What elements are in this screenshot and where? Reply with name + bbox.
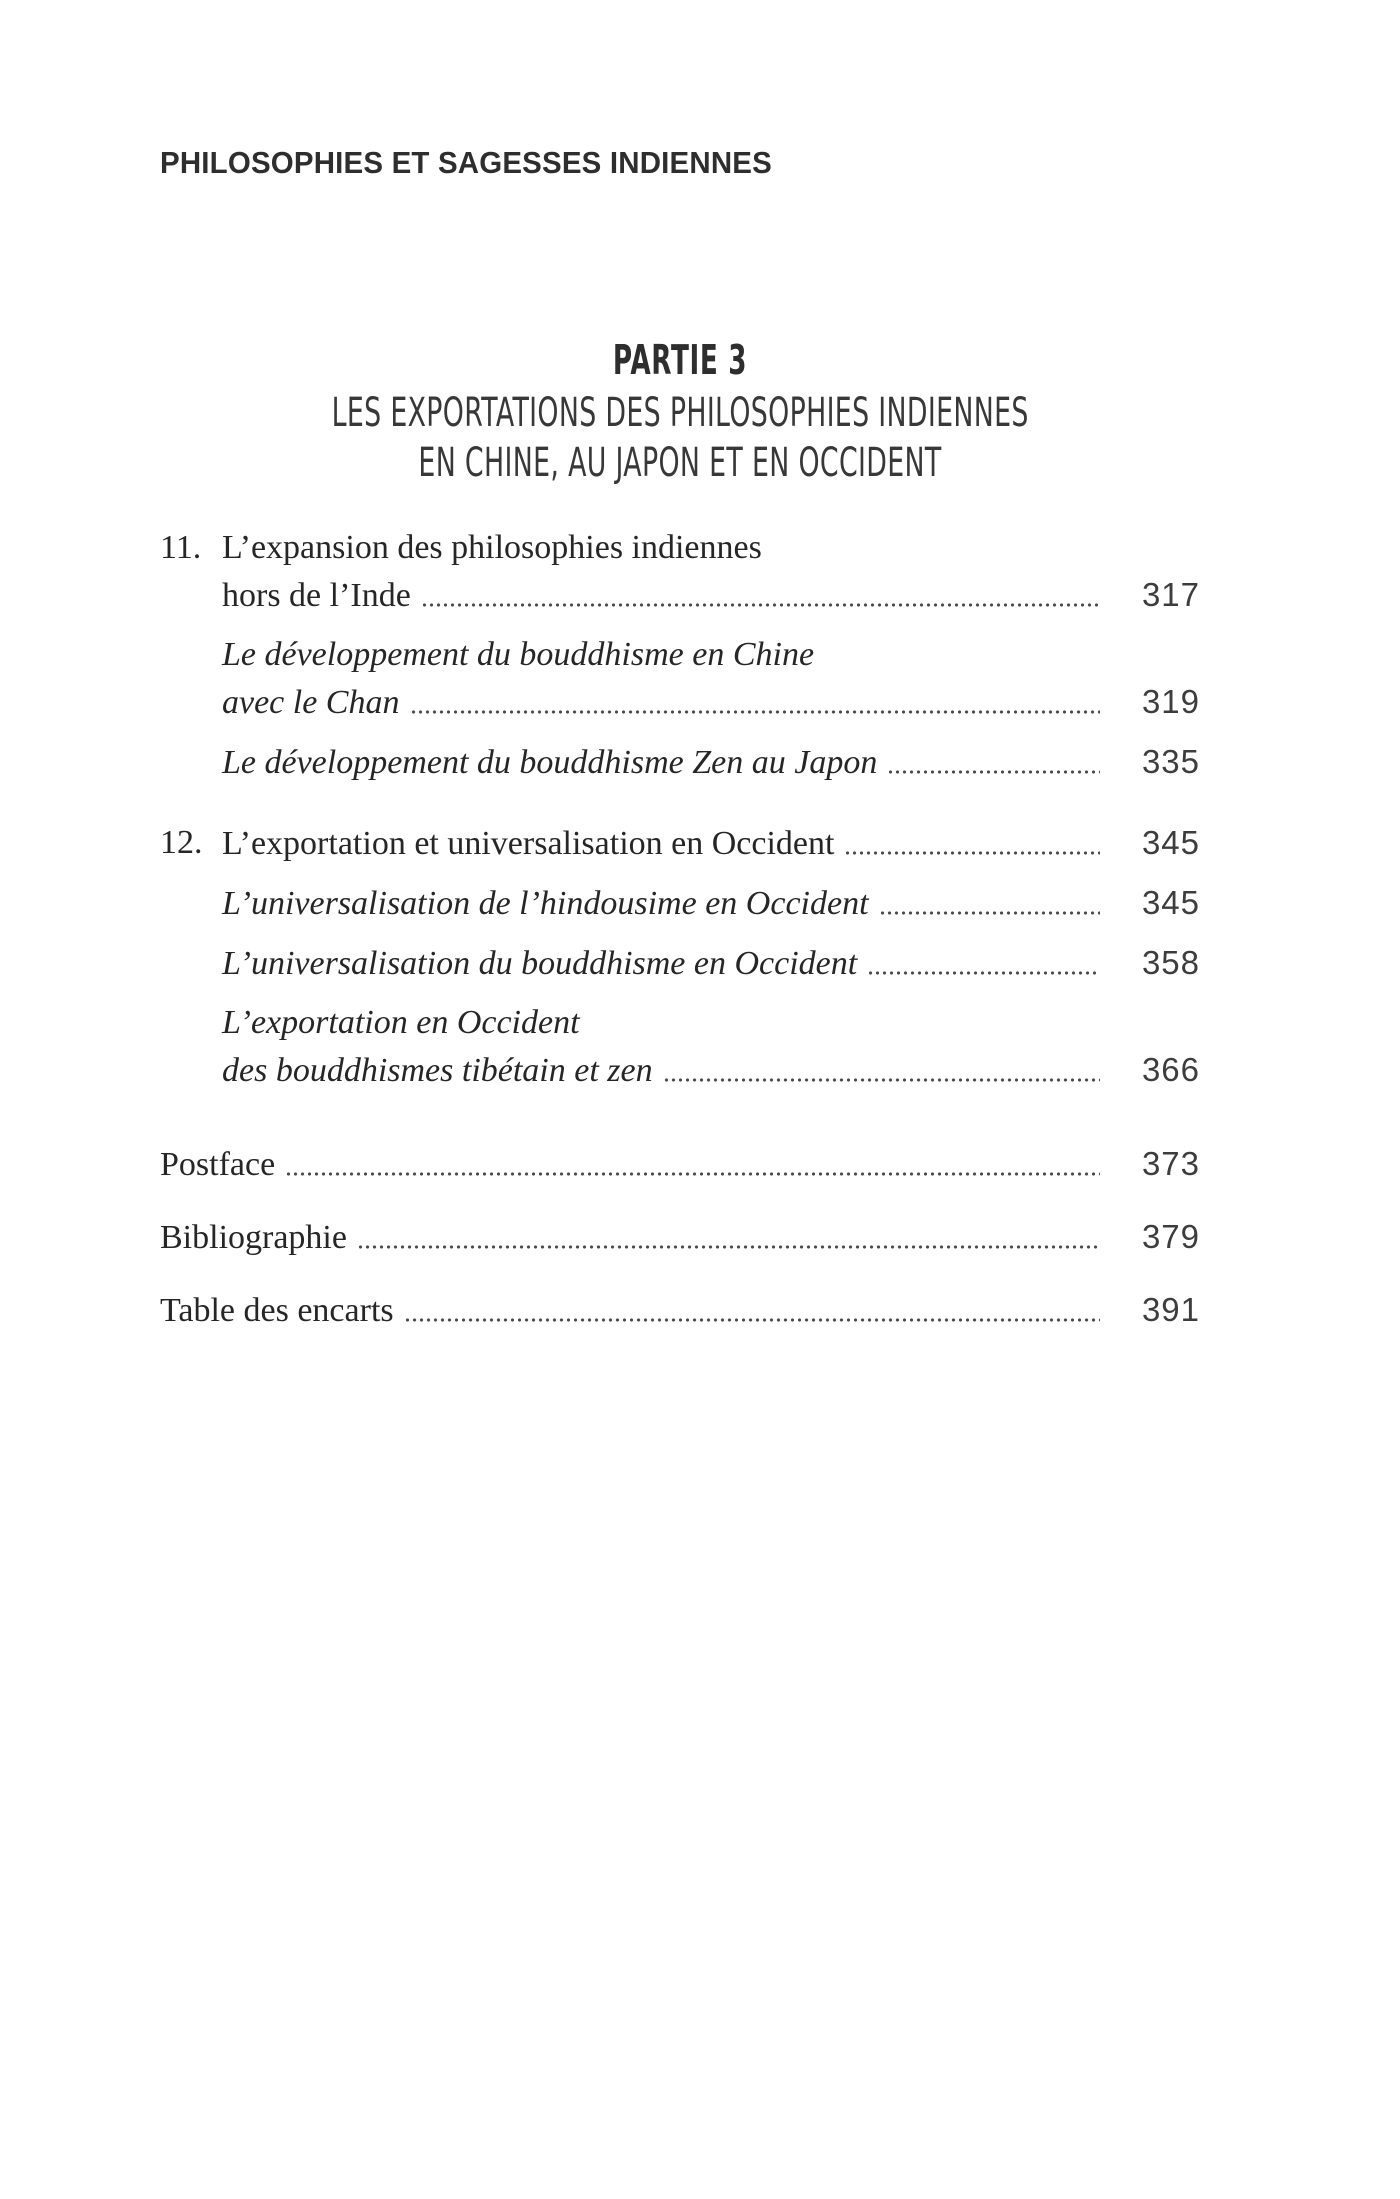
toc-line bbox=[160, 1286, 1200, 1334]
dot-leader bbox=[867, 946, 1100, 976]
toc-line bbox=[160, 819, 1200, 867]
toc-line bbox=[222, 879, 1200, 927]
toc-entry-title: Table des encarts bbox=[160, 1292, 394, 1329]
page-number: 373 bbox=[1141, 1145, 1200, 1182]
dot-leader bbox=[879, 886, 1100, 916]
toc-entry-title: L’expansion des philosophies indiennes bbox=[222, 529, 762, 566]
page-number: 345 bbox=[1141, 884, 1200, 921]
part-subtitle bbox=[160, 388, 1200, 488]
toc-entry-title: des bouddhismes tibétain et zen bbox=[222, 1052, 653, 1089]
toc-entry-title: Le développement du bouddhisme en Chine bbox=[222, 636, 815, 673]
page-number: 335 bbox=[1141, 743, 1200, 780]
dot-leader bbox=[410, 685, 1101, 715]
toc-line bbox=[222, 678, 1200, 726]
dot-leader bbox=[887, 745, 1100, 775]
toc-line bbox=[222, 999, 1200, 1046]
toc-entry bbox=[160, 524, 1200, 619]
toc-line bbox=[160, 1140, 1200, 1188]
dot-leader bbox=[663, 1053, 1100, 1083]
page-number: 317 bbox=[1141, 576, 1200, 613]
page-number: 379 bbox=[1141, 1218, 1200, 1255]
dot-leader bbox=[421, 578, 1100, 608]
toc-entry bbox=[222, 999, 1200, 1094]
dot-leader bbox=[404, 1293, 1100, 1323]
toc-entry bbox=[160, 1140, 1200, 1188]
toc-list bbox=[160, 524, 1200, 1334]
dot-leader bbox=[285, 1147, 1100, 1177]
toc-entry bbox=[160, 1286, 1200, 1334]
toc-entry-title: Postface bbox=[160, 1146, 276, 1183]
toc-line bbox=[222, 738, 1200, 786]
dot-leader bbox=[357, 1220, 1100, 1250]
toc-entry-title: L’exportation en Occident bbox=[222, 1004, 580, 1041]
toc-entry bbox=[222, 939, 1200, 987]
toc-entry bbox=[222, 738, 1200, 786]
page-number: 319 bbox=[1141, 683, 1200, 720]
toc-entry bbox=[160, 819, 1200, 867]
page-number: 391 bbox=[1141, 1291, 1200, 1328]
toc-line bbox=[222, 1046, 1200, 1094]
part-subtitle-line-1: LES EXPORTATIONS DES PHILOSOPHIES INDIENNES bbox=[331, 390, 1029, 436]
toc-line bbox=[160, 1213, 1200, 1261]
toc-line bbox=[160, 524, 1200, 571]
part-label: PARTIE 3 bbox=[612, 336, 748, 384]
toc-entry bbox=[160, 1213, 1200, 1261]
toc-entry-title: Bibliographie bbox=[160, 1219, 347, 1256]
toc-entry bbox=[222, 879, 1200, 927]
chapter-number: 11. bbox=[160, 529, 202, 566]
part-subtitle-line-2: EN CHINE, AU JAPON ET EN OCCIDENT bbox=[418, 440, 942, 486]
toc-entry-title: L’universalisation du bouddhisme en Occident bbox=[222, 945, 858, 982]
toc-line bbox=[222, 571, 1200, 619]
toc-entry-title: Le développement du bouddhisme Zen au Japon bbox=[222, 744, 878, 781]
dot-leader bbox=[844, 826, 1100, 856]
page-number: 366 bbox=[1141, 1051, 1200, 1088]
page-number: 358 bbox=[1141, 944, 1200, 981]
toc-entry-title: avec le Chan bbox=[222, 684, 400, 721]
toc-line bbox=[222, 631, 1200, 678]
toc-line bbox=[222, 939, 1200, 987]
chapter-number: 12. bbox=[160, 824, 203, 861]
book-title-header: PHILOSOPHIES ET SAGESSES INDIENNES bbox=[160, 145, 772, 180]
part-heading bbox=[160, 336, 1200, 488]
toc-entry bbox=[222, 631, 1200, 726]
toc-entry-title: hors de l’Inde bbox=[222, 577, 411, 614]
toc-entry-title: L’universalisation de l’hindousime en Occident bbox=[222, 885, 869, 922]
toc-entry-title: L’exportation et universalisation en Occident bbox=[222, 825, 835, 862]
page-number: 345 bbox=[1141, 824, 1200, 861]
